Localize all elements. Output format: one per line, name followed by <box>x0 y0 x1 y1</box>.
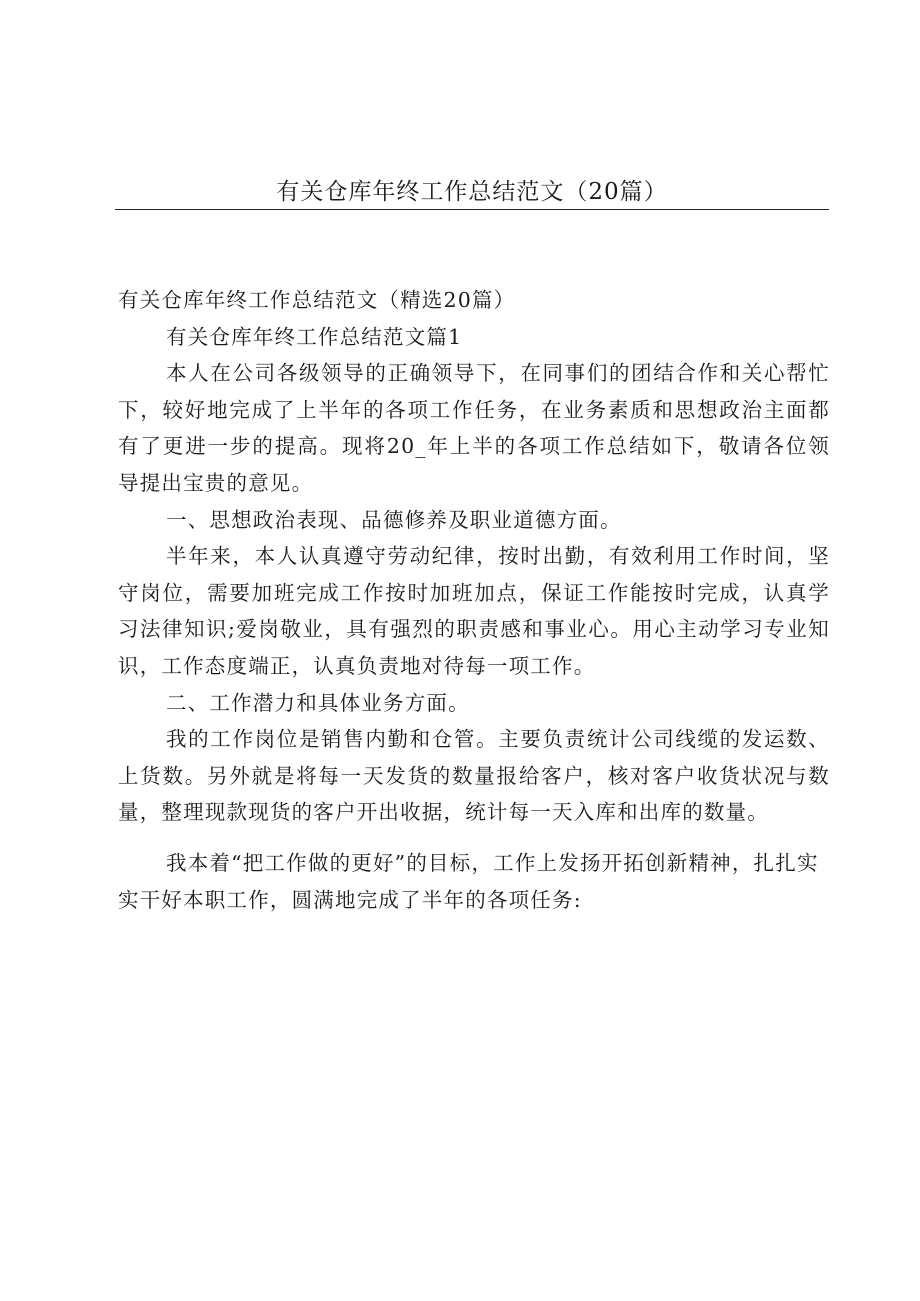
document-body <box>118 282 830 918</box>
section-heading: 有关仓库年终工作总结范文篇1 <box>166 324 463 349</box>
heading-work-ability: 二、工作潜力和具体业务方面。 <box>166 690 470 715</box>
heading-political-performance: 一、思想政治表现、品德修养及职业道德方面。 <box>166 507 622 532</box>
paragraph-intro: 本人在公司各级领导的正确领导下，在同事们的团结合作和关心帮忙下，较好地完成了上半年的各项工作任务，在业务素质和思想政治主面都有了更进一步的提高。现将20_年上半的各项工作总结如下，敬请各位领导提出宝贵的意见。 <box>118 361 830 495</box>
paragraph-goal: 我本着“把工作做的更好”的目标，工作上发扬开拓创新精神，扎扎实实干好本职工作，圆满地完成了半年的各项任务: <box>118 850 819 912</box>
document-subtitle: 有关仓库年终工作总结范文（精选20篇） <box>118 288 516 312</box>
document-title: 有关仓库年终工作总结范文（20篇） <box>276 179 668 205</box>
paragraph-attendance: 半年来，本人认真遵守劳动纪律，按时出勤，有效利用工作时间，坚守岗位，需要加班完成工作按时加班加点，保证工作能按时完成，认真学习法律知识;爱岗敬业，具有强烈的职责感和事业心。用心主动学习专业知识，工作态度端正，认真负责地对待每一项工作。 <box>118 544 830 678</box>
paragraph-job-duties: 我的工作岗位是销售内勤和仓管。主要负责统计公司线缆的发运数、上货数。另外就是将每一天发货的数量报给客户，核对客户收货状况与数量，整理现款现货的客户开出收据，统计每一天入库和出库的数量。 <box>118 727 830 825</box>
title-underline <box>115 209 829 210</box>
